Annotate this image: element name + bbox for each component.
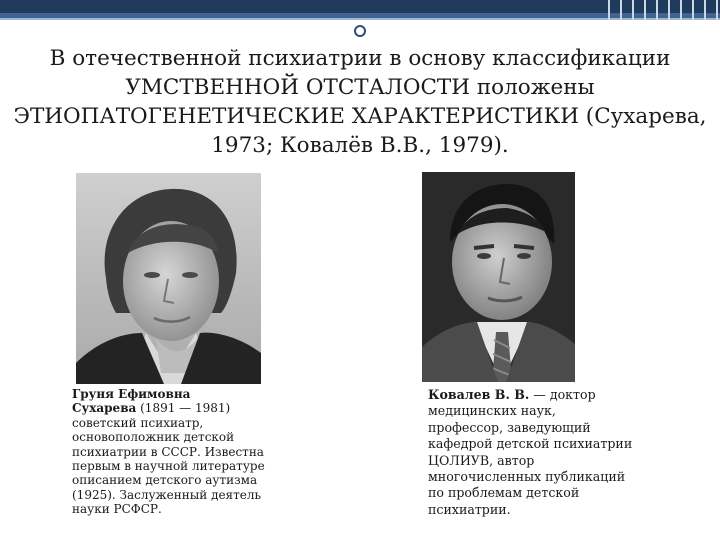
portrait-sukhareva xyxy=(76,173,261,384)
caption-line: кафедрой детской психиатрии xyxy=(428,436,633,452)
title-line-1: В отечественной психиатрии в основу классификации xyxy=(49,46,671,71)
caption-line: (1891 — 1981) xyxy=(136,401,231,416)
header-bar xyxy=(0,0,720,24)
slide-title xyxy=(8,44,712,160)
title-line-4: 1973; Ковалёв В.В., 1979). xyxy=(211,133,509,158)
title-line-3: ЭТИОПАТОГЕНЕТИЧЕСКИЕ ХАРАКТЕРИСТИКИ (Сухарева, xyxy=(13,104,707,129)
name-sukhareva-line1: Груня Ефимовна xyxy=(72,387,191,401)
header-stripes xyxy=(600,0,720,24)
caption-line: профессор, заведующий xyxy=(428,419,591,435)
caption-line: многочисленных публикаций xyxy=(428,469,626,485)
caption-line: психиатрии. xyxy=(428,501,511,517)
title-line-2: УМСТВЕННОЙ ОТСТАЛОСТИ положены xyxy=(125,75,595,100)
caption-line: науки РСФСР. xyxy=(72,502,162,517)
caption-line: — доктор xyxy=(529,387,596,402)
slide-bullet-icon xyxy=(354,25,366,37)
portrait-kovalev xyxy=(422,172,575,382)
caption-line: медицинских наук, xyxy=(428,403,556,419)
caption-line: ЦОЛИУВ, автор xyxy=(428,452,535,468)
caption-line: первым в научной литературе xyxy=(72,459,265,474)
caption-line: психиатрии в СССР. Известна xyxy=(72,444,264,459)
name-kovalev: Ковалев В. В. xyxy=(428,387,530,402)
caption-line: (1925). Заслуженный деятель xyxy=(72,487,262,502)
caption-line: основоположник детской xyxy=(72,430,235,445)
caption-sukhareva xyxy=(72,387,277,517)
caption-line: по проблемам детской xyxy=(428,485,580,501)
name-sukhareva-line2: Сухарева xyxy=(72,401,137,416)
caption-line: описанием детского аутизма xyxy=(72,473,258,488)
caption-kovalev xyxy=(428,387,643,518)
caption-line: советский психиатр, xyxy=(72,415,204,430)
